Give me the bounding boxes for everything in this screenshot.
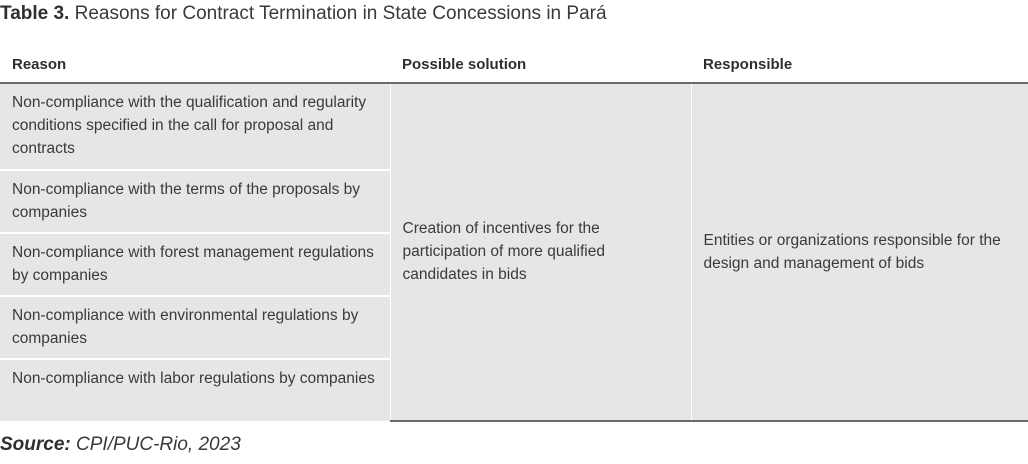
source-label: Source: — [0, 434, 71, 455]
table-title — [0, 0, 607, 30]
table-header-row — [0, 48, 1028, 83]
source-note — [0, 434, 241, 456]
reason-cell: Non-compliance with the terms of the proposals by companies — [0, 170, 390, 233]
header-reason: Reason — [0, 48, 390, 83]
reason-cell: Non-compliance with forest management regulations by companies — [0, 233, 390, 296]
table-number: Table 3. — [0, 3, 70, 24]
reason-cell: Non-compliance with environmental regulations by companies — [0, 296, 390, 359]
responsible-cell: Entities or organizations responsible for the design and management of bids — [691, 83, 1028, 421]
concessions-table — [0, 48, 1028, 422]
header-responsible: Responsible — [691, 48, 1028, 83]
table-row — [0, 83, 1028, 170]
header-possible-solution: Possible solution — [390, 48, 691, 83]
table-title-text: Reasons for Contract Termination in State Concessions in Pará — [74, 3, 607, 24]
concessions-table-container — [0, 48, 1028, 422]
reason-cell: Non-compliance with the qualification and regularity conditions specified in the call for proposal and contracts — [0, 83, 390, 170]
source-text: CPI/PUC-Rio, 2023 — [76, 434, 241, 455]
possible-solution-cell: Creation of incentives for the participation of more qualified candidates in bids — [390, 83, 691, 421]
reason-cell: Non-compliance with labor regulations by companies — [0, 359, 390, 421]
